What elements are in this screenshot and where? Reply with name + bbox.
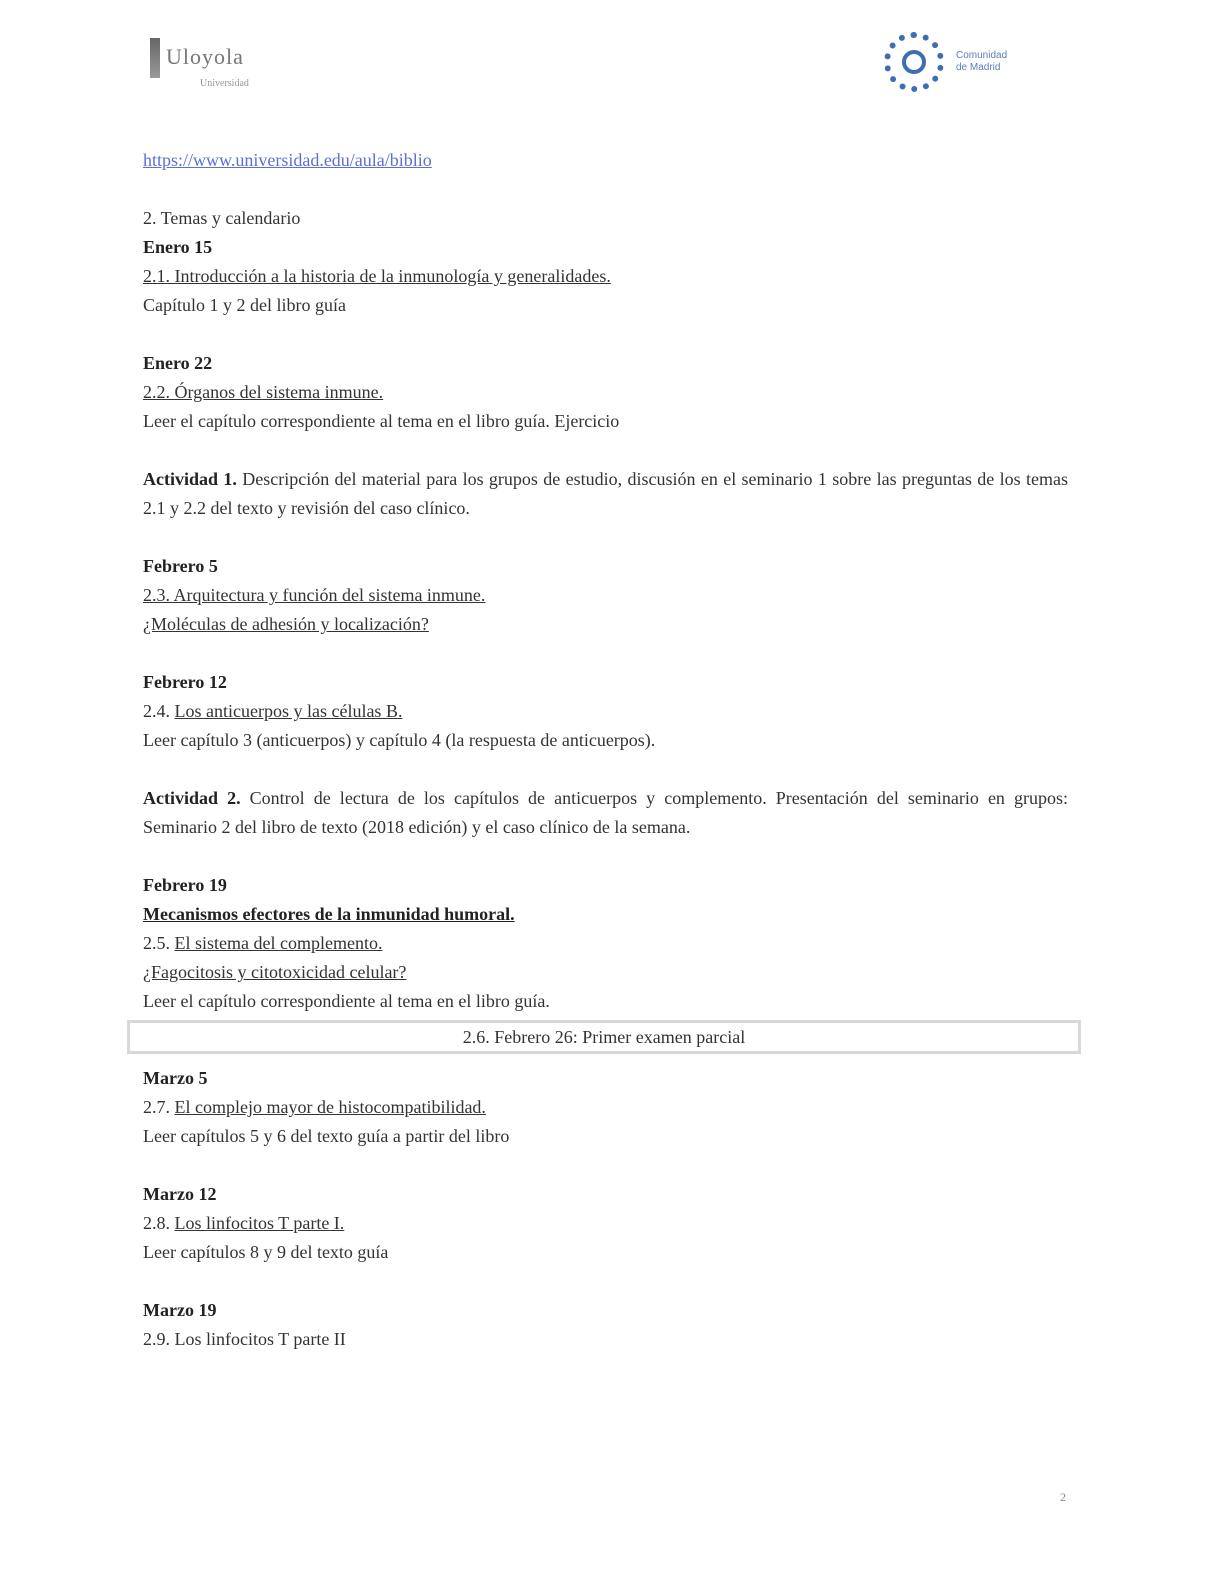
topic-line: 2.4. Los anticuerpos y las células B. <box>143 701 403 721</box>
topic-line: ¿Fagocitosis y citotoxicidad celular? <box>143 962 407 982</box>
document-body <box>143 146 1068 1354</box>
date-heading: Marzo 5 <box>143 1068 208 1088</box>
institution-logo <box>884 32 1074 98</box>
reading-line: Leer capítulos 5 y 6 del texto guía a partir del libro <box>143 1126 510 1146</box>
topic-line: 2.7. El complejo mayor de histocompatibilidad. <box>143 1097 486 1117</box>
reading-line: Leer capítulos 8 y 9 del texto guía <box>143 1242 389 1262</box>
date-heading: Febrero 19 <box>143 875 227 895</box>
page-number: 2 <box>1060 1490 1066 1504</box>
topic-line: 2.3. Arquitectura y función del sistema inmune. <box>143 585 486 605</box>
date-heading: Febrero 5 <box>143 556 218 576</box>
reading-line: Leer el capítulo correspondiente al tema en el libro guía. Ejercicio <box>143 411 620 431</box>
topic-line: 2.5. El sistema del complemento. <box>143 933 383 953</box>
date-heading: Enero 15 <box>143 237 213 257</box>
topic-line: Mecanismos efectores de la inmunidad humoral. <box>143 904 515 924</box>
exam-box: 2.6. Febrero 26: Primer examen parcial <box>127 1020 1081 1054</box>
institution-logo-text: Comunidad de Madrid <box>956 50 1008 73</box>
topic-line: 2.2. Órganos del sistema inmune. <box>143 382 384 402</box>
university-logo <box>150 38 290 94</box>
date-heading: Febrero 12 <box>143 672 227 692</box>
date-heading: Marzo 12 <box>143 1184 217 1204</box>
seal-icon <box>884 32 944 92</box>
section-heading: 2. Temas y calendario <box>143 208 301 228</box>
activity-paragraph: Actividad 2. Control de lectura de los capítulos de anticuerpos y complemento. Presentación del seminario en grupos: Seminario 2 del libro de texto (2018 edición) y el caso clínico de la semana. <box>143 788 1068 837</box>
reading-line: Capítulo 1 y 2 del libro guía <box>143 295 346 315</box>
topic-line: 2.1. Introducción a la historia de la inmunología y generalidades. <box>143 266 611 286</box>
logo-subtitle: Universidad <box>200 78 249 89</box>
activity-paragraph: Actividad 1. Descripción del material para los grupos de estudio, discusión en el seminario 1 sobre las preguntas de los temas 2.1 y 2.2 del texto y revisión del caso clínico. <box>143 469 1068 518</box>
topic-line: ¿Moléculas de adhesión y localización? <box>143 614 429 634</box>
logo-wordmark: Uloyola <box>166 44 244 69</box>
reading-line: Leer capítulo 3 (anticuerpos) y capítulo 4 (la respuesta de anticuerpos). <box>143 730 656 750</box>
reading-line: Leer el capítulo correspondiente al tema en el libro guía. <box>143 991 550 1011</box>
topic-line: 2.8. Los linfocitos T parte I. <box>143 1213 345 1233</box>
date-heading: Enero 22 <box>143 353 213 373</box>
date-heading: Marzo 19 <box>143 1300 217 1320</box>
topic-line: 2.9. Los linfocitos T parte II <box>143 1329 346 1349</box>
course-link[interactable]: https://www.universidad.edu/aula/biblio <box>143 150 432 170</box>
logo-mark-icon <box>150 38 160 78</box>
